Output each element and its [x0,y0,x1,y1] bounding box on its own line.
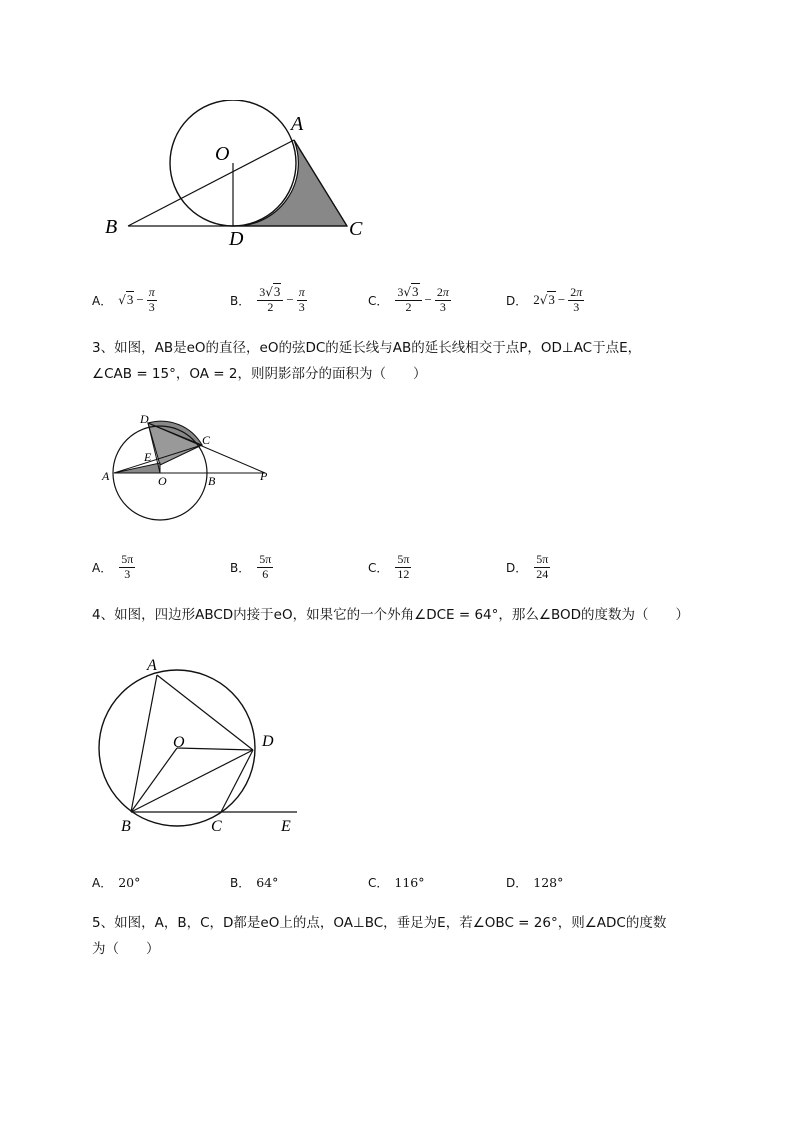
q4-label-E: E [281,818,291,835]
q2-shaded-region [233,140,347,226]
minus-sign: − [557,292,566,307]
fraction: $\frac{3√3}{2}$ [257,285,283,315]
option-value: 128° [533,874,564,890]
option-label: D． [506,560,528,575]
q2-figure [95,100,385,250]
fraction: $\frac{5\pi}{12}$ [397,551,410,581]
q4-option-a[interactable] [92,862,140,902]
fraction: $\frac{3√3}{2}$ [395,285,421,315]
fraction: $\frac{2\pi}{3}$ [570,284,583,314]
minus-sign: − [286,292,294,307]
fraction: $\frac{5\pi}{3}$ [121,551,134,581]
fraction: $\frac{\pi}{3}$ [298,284,305,314]
q2-line-BA [128,140,294,226]
q2-label-C: C [349,218,363,240]
option-value: 116° [394,874,425,890]
q5-line-1: 5、如图，A，B，C，D都是eO上的点，OA⊥BC，垂足为E，若∠OBC = 26°，则∠ADC的度数 [92,915,667,931]
fraction: $\frac{5\pi}{24}$ [536,551,549,581]
option-label: D． [506,875,528,890]
q3-option-d[interactable] [506,547,551,587]
q2-label-B: B [105,216,118,238]
option-label: B． [230,875,251,890]
q4-label-A: A [147,657,157,674]
option-label: C． [368,560,389,575]
q2-label-A: A [291,113,304,135]
q4-options [92,862,712,902]
q4-line-AD [157,675,253,750]
minus-sign: − [424,292,432,307]
q4-label-C: C [211,818,222,835]
q3-label-C: C [202,433,211,447]
q4-option-b[interactable] [230,862,278,902]
q2-option-a[interactable] [92,280,158,320]
option-label: C． [368,875,389,890]
fraction: $\frac{2\pi}{3}$ [436,284,449,314]
q4-line-BD [131,750,253,812]
q3-options [92,547,712,587]
option-label: A． [92,875,113,890]
q3-label-E: E [144,450,152,464]
q3-label-O: O [158,474,167,488]
q4-line-AB [131,675,157,812]
option-label: B． [230,560,251,575]
q3-figure [100,405,280,530]
q4-label-O: O [173,734,185,751]
q4-line-1: 4、如图，四边形ABCD内接于eO，如果它的一个外角∠DCE = 64°，那么∠BOD的度数为（ ） [92,607,690,623]
q2-option-c[interactable] [368,280,452,320]
minus-sign: − [136,292,144,307]
q4-label-D: D [262,733,274,750]
q4-figure [95,650,310,840]
option-label: B． [230,293,251,308]
q4-line-OB [131,748,177,812]
q4-option-d[interactable] [506,862,563,902]
q3-label-A: A [102,469,110,483]
option-value: 20° [118,874,141,890]
q3-label-P: P [260,469,268,483]
option-label: D． [506,293,528,308]
q3-label-B: B [208,474,216,488]
option-label: A． [92,560,113,575]
q5-line-2: 为（ ） [92,941,160,957]
q3-label-D: D [140,412,149,426]
option-label: A． [92,293,113,308]
q3-line-2: ∠CAB = 15°，OA = 2，则阴影部分的面积为（ ） [92,366,427,382]
q4-option-c[interactable] [368,862,425,902]
sqrt-term: √3 [118,292,134,307]
q2-option-b[interactable] [230,280,308,320]
fraction: $\frac{\pi}{3}$ [148,284,155,314]
q2-option-d[interactable] [506,280,585,320]
option-value: 64° [256,874,279,890]
q3-option-c[interactable] [368,547,412,587]
q3-line-1: 3、如图，AB是eO的直径，eO的弦DC的延长线与AB的延长线相交于点P，OD⊥AC于点E， [92,340,642,356]
q3-shaded-region-small [114,463,160,473]
sqrt-term: 2√3 [533,292,555,307]
q3-option-b[interactable] [230,547,274,587]
option-label: C． [368,293,389,308]
q4-label-B: B [121,818,131,835]
q2-label-D: D [229,228,244,250]
q2-options [92,280,712,320]
q4-line-OD [177,748,253,750]
q2-label-O: O [215,143,230,165]
fraction: $\frac{5\pi}{6}$ [259,551,272,581]
q3-option-a[interactable] [92,547,136,587]
